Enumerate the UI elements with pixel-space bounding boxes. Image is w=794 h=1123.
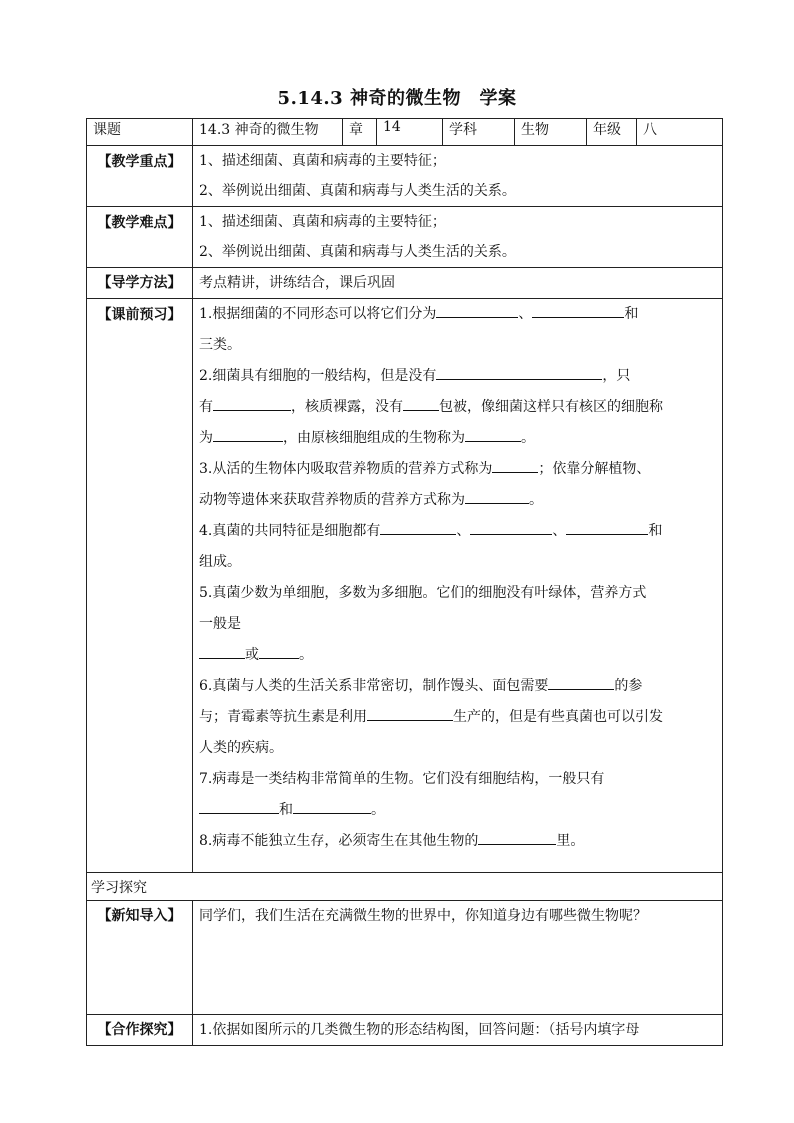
answer-blank[interactable] [492, 454, 538, 473]
explore-heading: 学习探究 [87, 873, 723, 901]
subject-label: 学科 [443, 119, 515, 146]
preview-q2-line1: 2.细菌具有细胞的一般结构，但是没有 ，只 [199, 361, 716, 392]
preview-q7-line2: 和 。 [199, 795, 716, 826]
intro-content: 同学们，我们生活在充满微生物的世界中，你知道身边有哪些微生物呢？ [193, 901, 723, 1015]
page-title: 5.14.3 神奇的微生物 学案 [277, 88, 517, 109]
preview-q1-line2: 三类。 [199, 337, 241, 353]
answer-blank[interactable] [478, 826, 556, 845]
grade-label: 年级 [587, 119, 637, 146]
preview-q3-line1: 3.从活的生物体内吸取营养物质的营养方式称为 ；依靠分解植物、 [199, 454, 716, 485]
method-row [87, 268, 723, 299]
key-points-row [87, 146, 723, 207]
answer-blank[interactable] [548, 671, 614, 690]
preview-q4-line1: 4.真菌的共同特征是细胞都有 、 、 和 [199, 516, 716, 547]
preview-q2-line3: 为 ，由原核细胞组成的生物称为 。 [199, 423, 716, 454]
preview-q4-line2: 组成。 [199, 554, 241, 570]
coop-label: 【合作探究】 [87, 1015, 193, 1046]
topic-label: 课题 [87, 119, 193, 146]
preview-q5-line3: 或 。 [199, 640, 716, 671]
intro-label: 【新知导入】 [87, 901, 193, 1015]
answer-blank[interactable] [566, 516, 648, 535]
answer-blank[interactable] [403, 392, 439, 411]
difficulties-row [87, 207, 723, 268]
preview-q1-line1: 1.根据细菌的不同形态可以将它们分为 、 和 [199, 299, 716, 330]
method-label: 【导学方法】 [87, 268, 193, 299]
key-point-1: 1、描述细菌、真菌和病毒的主要特征； [199, 153, 446, 169]
chapter-value: 14 [377, 119, 443, 146]
preview-q8-line1: 8.病毒不能独立生存，必须寄生在其他生物的 里。 [199, 826, 716, 857]
intro-row [87, 901, 723, 1015]
preview-q3-line2: 动物等遗体来获取营养物质的营养方式称为 。 [199, 485, 716, 516]
difficulties-label: 【教学难点】 [87, 207, 193, 268]
preview-q6-line1: 6.真菌与人类的生活关系非常密切，制作馒头、面包需要 的参 [199, 671, 716, 702]
chapter-label: 章 [343, 119, 377, 146]
answer-blank[interactable] [199, 795, 279, 814]
answer-blank[interactable] [293, 795, 371, 814]
answer-blank[interactable] [380, 516, 456, 535]
answer-blank[interactable] [213, 423, 283, 442]
preview-q6-line3: 人类的疾病。 [199, 740, 283, 756]
topic-value: 14.3 神奇的微生物 [193, 119, 343, 146]
answer-blank[interactable] [465, 485, 529, 504]
preview-label: 【课前预习】 [87, 299, 193, 873]
answer-blank[interactable] [470, 516, 552, 535]
header-row [87, 119, 723, 146]
method-content: 考点精讲，讲练结合，课后巩固 [193, 268, 723, 299]
preview-q5-line1: 5.真菌少数为单细胞，多数为多细胞。它们的细胞没有叶绿体，营养方式 [199, 585, 647, 601]
preview-q7-line1: 7.病毒是一类结构非常简单的生物。它们没有细胞结构，一般只有 [199, 771, 605, 787]
answer-blank[interactable] [259, 640, 299, 659]
answer-blank[interactable] [465, 423, 521, 442]
answer-blank[interactable] [532, 299, 624, 318]
explore-row [87, 873, 723, 901]
subject-value: 生物 [515, 119, 587, 146]
preview-content [193, 299, 723, 873]
preview-q5-line2: 一般是 [199, 616, 241, 632]
answer-blank[interactable] [367, 702, 453, 721]
difficulties-content [193, 207, 723, 268]
key-points-label: 【教学重点】 [87, 146, 193, 207]
coop-content: 1.依据如图所示的几类微生物的形态结构图，回答问题：（括号内填字母 [193, 1015, 723, 1046]
key-points-content [193, 146, 723, 207]
difficulty-1: 1、描述细菌、真菌和病毒的主要特征； [199, 214, 446, 230]
preview-row [87, 299, 723, 873]
answer-blank[interactable] [199, 640, 245, 659]
preview-q6-line2: 与；青霉素等抗生素是利用 生产的，但是有些真菌也可以引发 [199, 702, 716, 733]
key-point-2: 2、举例说出细菌、真菌和病毒与人类生活的关系。 [199, 183, 516, 199]
answer-blank[interactable] [213, 392, 291, 411]
preview-q2-line2: 有 ，核质裸露，没有 包被，像细菌这样只有核区的细胞称 [199, 392, 716, 423]
answer-blank[interactable] [436, 361, 602, 380]
grade-value: 八 [637, 119, 723, 146]
answer-blank[interactable] [436, 299, 518, 318]
coop-row [87, 1015, 723, 1046]
difficulty-2: 2、举例说出细菌、真菌和病毒与人类生活的关系。 [199, 244, 516, 260]
lesson-plan-table [86, 118, 723, 1046]
